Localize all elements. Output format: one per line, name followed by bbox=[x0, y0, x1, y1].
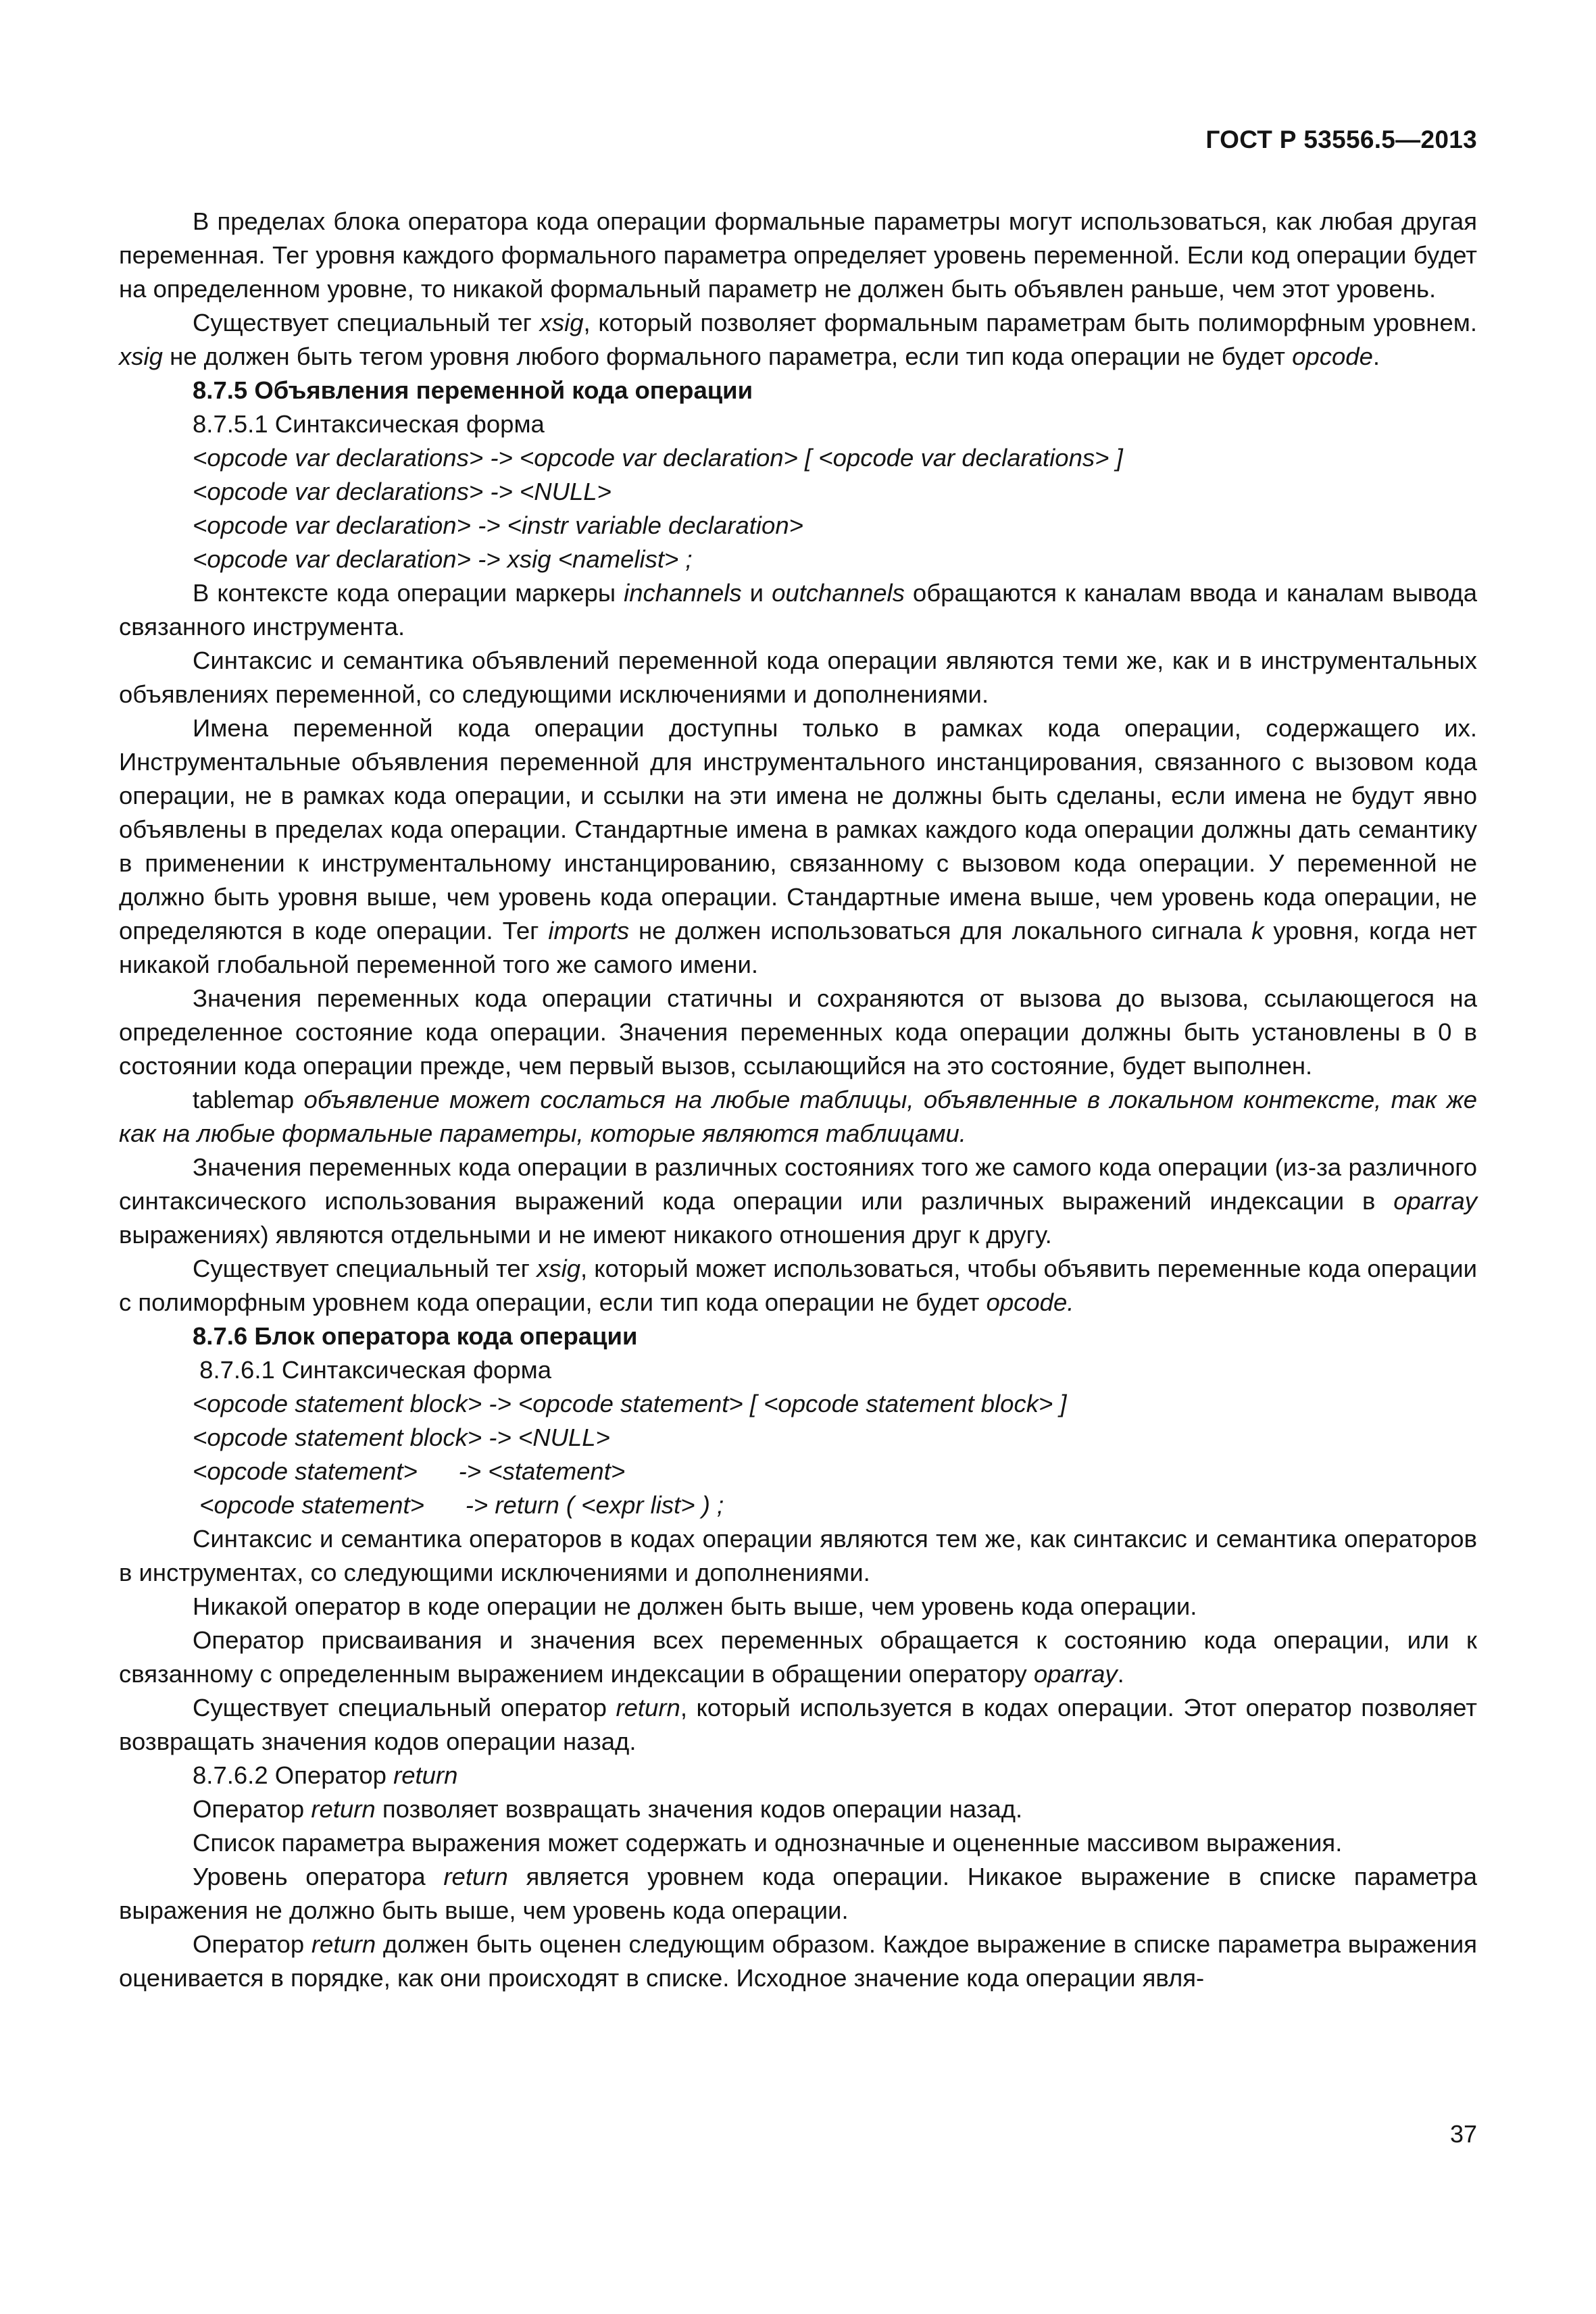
paragraph-text: , который используется в кодах операции. Этот оператор позволяет возвращать значения кодов операции назад. bbox=[119, 1694, 1477, 1755]
paragraph-text: Оператор bbox=[193, 1795, 311, 1823]
body-paragraph bbox=[119, 1792, 1477, 1826]
syntax-rule: <opcode statement> -> <statement> bbox=[193, 1457, 626, 1485]
paragraph-text: Значения переменных кода операции статичны и сохраняются от вызова до вызова, ссылающегося на определенное состояние кода операции. Значения переменных кода операции должны быть установлены в 0 в состоянии кода операции прежде, чем первый вызов, ссылающийся на это состояние, будет выполнен. bbox=[119, 984, 1477, 1080]
syntax-rule: <opcode var declarations> -> <opcode var declaration> [ <opcode var declarations> ] bbox=[193, 444, 1123, 472]
page-number: 37 bbox=[1449, 2120, 1477, 2148]
paragraph-text: , который позволяет формальным параметрам быть полиморфным уровнем. bbox=[583, 309, 1477, 336]
subsection-title-text: 8.7.6.1 Синтаксическая форма bbox=[193, 1356, 551, 1384]
paragraph-text: Уровень оператора bbox=[193, 1863, 444, 1890]
syntax-rule: <opcode statement block> -> <opcode statement> [ <opcode statement block> ] bbox=[193, 1390, 1067, 1417]
italic-term: opcode. bbox=[986, 1288, 1074, 1316]
syntax-rule: <opcode var declarations> -> <NULL> bbox=[193, 478, 612, 505]
body-paragraph bbox=[119, 1928, 1477, 1995]
italic-term: объявление может сослаться на любые таблицы, объявленные в локальном контексте, так же как на любые формальные параметры, которые являются таблицами. bbox=[119, 1086, 1477, 1147]
paragraph-text: Оператор bbox=[193, 1930, 311, 1958]
section-heading: 8.7.6 Блок оператора кода операции bbox=[193, 1322, 638, 1350]
body-paragraph bbox=[119, 644, 1477, 711]
paragraph-text: Существует специальный тег bbox=[193, 309, 540, 336]
paragraph-text: выражениях) являются отдельными и не имеют никакого отношения друг к другу. bbox=[119, 1221, 1052, 1249]
body-paragraph bbox=[119, 1590, 1477, 1624]
subsection-title bbox=[119, 1759, 1477, 1792]
section-heading: 8.7.5 Объявления переменной кода операции bbox=[193, 376, 753, 404]
italic-term: oparray bbox=[1393, 1187, 1477, 1215]
paragraph-text: Значения переменных кода операции в различных состояниях того же самого кода операции (из-за различного синтаксического использования выражений кода операции или различных выражений индексации в bbox=[119, 1153, 1477, 1215]
paragraph-text: Никакой оператор в коде операции не должен быть выше, чем уровень кода операции. bbox=[193, 1592, 1197, 1620]
syntax-rule: <opcode statement> -> return ( <expr list> ) ; bbox=[193, 1491, 724, 1519]
subsection-title-keyword: return bbox=[393, 1761, 458, 1789]
paragraph-text: Существует специальный оператор bbox=[193, 1694, 616, 1721]
syntax-rule: <opcode statement block> -> <NULL> bbox=[193, 1424, 610, 1451]
paragraph-text: и bbox=[741, 579, 772, 607]
body-paragraph bbox=[119, 1083, 1477, 1151]
paragraph-text: В пределах блока оператора кода операции формальные параметры могут использоваться, как любая другая переменная. Тег уровня каждого формального параметра определяет уровень переменной. Если код операции будет на определенном уровне, то никакой формальный параметр не должен быть объявлен раньше, чем этот уровень. bbox=[119, 207, 1477, 303]
body-paragraph bbox=[119, 1826, 1477, 1860]
italic-term: imports bbox=[548, 917, 630, 945]
italic-term: outchannels bbox=[772, 579, 905, 607]
italic-term: oparray bbox=[1033, 1660, 1118, 1688]
paragraph-text: обращаются к каналам ввода и каналам вывода связанного инструмента. bbox=[119, 579, 1477, 640]
paragraph-text: является уровнем кода операции. Никакое выражение в списке параметра выражения не должно быть выше, чем уровень кода операции. bbox=[119, 1863, 1478, 1924]
paragraph-text: уровня, когда нет никакой глобальной переменной того же самого имени. bbox=[119, 917, 1478, 978]
body-paragraph bbox=[119, 1691, 1477, 1759]
paragraph-text: . bbox=[1372, 343, 1380, 370]
body-paragraph bbox=[119, 1860, 1477, 1928]
subsection-title bbox=[119, 1353, 1477, 1387]
paragraph-text: Синтаксис и семантика операторов в кодах операции являются тем же, как синтаксис и семантика операторов в инструментах, со следующими исключениями и дополнениями. bbox=[119, 1525, 1477, 1586]
paragraph-text: . bbox=[1117, 1660, 1124, 1688]
body-paragraph bbox=[119, 1252, 1477, 1319]
paragraph-text: Имена переменной кода операции доступны только в рамках кода операции, содержащего их. Инструментальные объявления переменной для инструментального инстанцирования, связанного с вызовом кода операции, не в рамках кода операции, и ссылки на эти имена не должны быть сделаны, если имена не будут явно объявлены в пределах кода операции. Стандартные имена в рамках каждого кода операции должны дать семантику в применении к инструментальному инстанцированию, связанному с вызовом кода операции. У переменной не должно быть уровня выше, чем уровень кода операции. Стандартные имена выше, чем уровень кода операции, не определяются в коде операции. Тег bbox=[119, 714, 1477, 945]
paragraph-text: В контексте кода операции маркеры bbox=[193, 579, 624, 607]
italic-term: inchannels bbox=[624, 579, 742, 607]
italic-term: return bbox=[311, 1795, 376, 1823]
paragraph-text: Список параметра выражения может содержать и однозначные и оцененные массивом выражения. bbox=[193, 1829, 1343, 1857]
syntax-rule: <opcode var declaration> -> <instr variable declaration> bbox=[193, 511, 803, 539]
italic-term: opcode bbox=[1292, 343, 1373, 370]
italic-term: xsig bbox=[539, 309, 584, 336]
body-paragraph bbox=[119, 306, 1477, 374]
italic-term: return bbox=[311, 1930, 376, 1958]
paragraph-text: , который может использоваться, чтобы объявить переменные кода операции с полиморфным уровнем кода операции, если тип кода операции не будет bbox=[119, 1255, 1477, 1316]
body-paragraph bbox=[119, 1624, 1477, 1691]
subsection-title bbox=[119, 407, 1477, 441]
paragraph-text: Оператор присваивания и значения всех переменных обращается к состоянию кода операции, или к связанному с определенным выражением индексации в обращении оператору bbox=[119, 1626, 1477, 1688]
subsection-title-text: 8.7.5.1 Синтаксическая форма bbox=[193, 410, 545, 438]
italic-term: k bbox=[1251, 917, 1264, 945]
paragraph-text: должен быть оценен следующим образом. Каждое выражение в списке параметра выражения оценивается в порядке, как они происходят в списке. Исходное значение кода операции явля- bbox=[119, 1930, 1477, 1992]
body-paragraph bbox=[119, 982, 1477, 1083]
paragraph-text: позволяет возвращать значения кодов операции назад. bbox=[375, 1795, 1023, 1823]
syntax-rule: <opcode var declaration> -> xsig <namelist> ; bbox=[193, 545, 693, 573]
body-paragraph bbox=[119, 205, 1477, 306]
document-body bbox=[119, 205, 1477, 1995]
paragraph-text: Существует специальный тег bbox=[193, 1255, 537, 1282]
paragraph-text: tablemap bbox=[193, 1086, 295, 1113]
italic-term: xsig bbox=[537, 1255, 581, 1282]
italic-term: xsig bbox=[119, 343, 163, 370]
body-paragraph bbox=[119, 1522, 1477, 1590]
subsection-title-text: 8.7.6.2 Оператор bbox=[193, 1761, 394, 1789]
body-paragraph bbox=[119, 1151, 1477, 1252]
italic-term: return bbox=[616, 1694, 680, 1721]
paragraph-text: не должен использоваться для локального сигнала bbox=[629, 917, 1252, 945]
standard-header: ГОСТ Р 53556.5—2013 bbox=[1205, 126, 1477, 153]
italic-term: return bbox=[443, 1863, 508, 1890]
paragraph-text: Синтаксис и семантика объявлений переменной кода операции являются теми же, как и в инструментальных объявлениях переменной, со следующими исключениями и дополнениями. bbox=[119, 647, 1477, 708]
body-paragraph bbox=[119, 576, 1477, 644]
body-paragraph bbox=[119, 711, 1477, 982]
paragraph-text: не должен быть тегом уровня любого формального параметра, если тип кода операции не будет bbox=[162, 343, 1293, 370]
